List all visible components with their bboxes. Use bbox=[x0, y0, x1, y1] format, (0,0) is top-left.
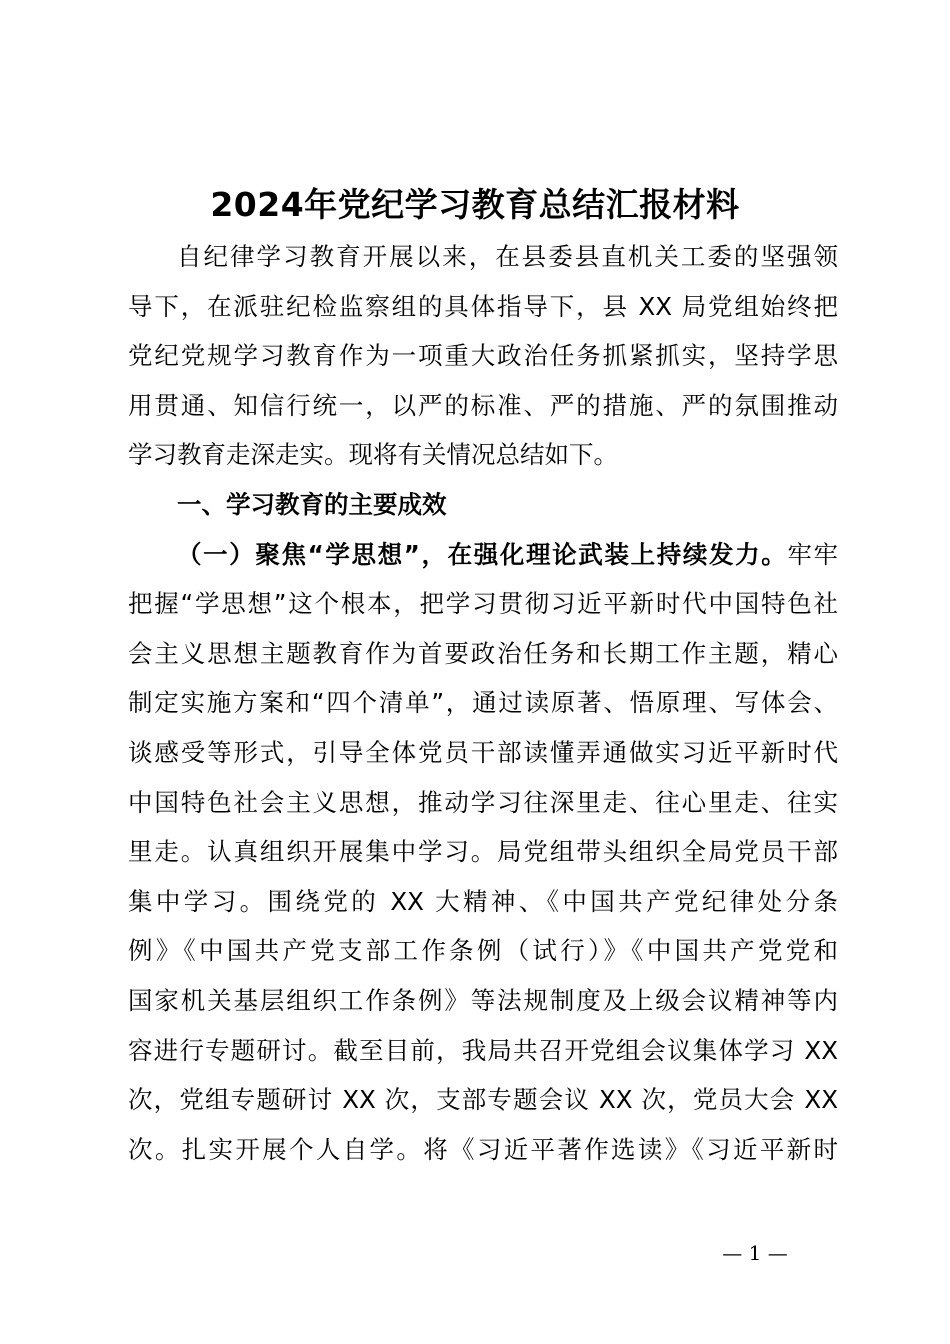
subsection-heading: （一）聚焦“学思想”，在强化理论武装上持续发力。 bbox=[177, 539, 788, 569]
paragraph-line: 制定实施方案和“四个清单”，通过读原著、悟原理、写体会、 bbox=[128, 688, 838, 718]
paragraph-line: 用贯通、知信行统一，以严的标准、严的措施、严的氛围推动 bbox=[128, 390, 838, 420]
paragraph-line: 次。扎实开展个人自学。将《习近平著作选读》《习近平新时 bbox=[128, 1134, 838, 1164]
document-body bbox=[128, 232, 838, 1174]
paragraph-line: 自纪律学习教育开展以来，在县委县直机关工委的坚强领 bbox=[177, 242, 838, 271]
paragraph-line: 把握“学思想”这个根本，把学习贯彻习近平新时代中国特色社 bbox=[128, 589, 838, 619]
paragraph-line: 国家机关基层组织工作条例》等法规制度及上级会议精神等内 bbox=[128, 985, 838, 1015]
paragraph-line: 里走。认真组织开展集中学习。局党组带头组织全局党员干部 bbox=[128, 837, 838, 867]
paragraph-line: 党纪党规学习教育作为一项重大政治任务抓紧抓实，坚持学思 bbox=[128, 341, 838, 371]
paragraph-text: 牢牢 bbox=[787, 539, 839, 569]
paragraph-line: 会主义思想主题教育作为首要政治任务和长期工作主题，精心 bbox=[128, 638, 838, 668]
subsection-heading-line bbox=[128, 530, 838, 580]
page-number: — 1 — bbox=[722, 1241, 788, 1265]
paragraph-line: 中国特色社会主义思想，推动学习往深里走、往心里走、往实 bbox=[128, 787, 838, 817]
paragraph-line: 容进行专题研讨。截至目前，我局共召开党组会议集体学习 XX bbox=[128, 1035, 838, 1065]
paragraph-line: 次，党组专题研讨 XX 次，支部专题会议 XX 次，党员大会 XX bbox=[128, 1085, 838, 1115]
document-title: 2024年党纪学习教育总结汇报材料 bbox=[210, 185, 740, 224]
paragraph-line: 导下，在派驻纪检监察组的具体指导下，县 XX 局党组始终把 bbox=[128, 291, 838, 321]
section-heading: 一、学习教育的主要成效 bbox=[177, 489, 447, 519]
paragraph-line: 例》《中国共产党支部工作条例（试行）》《中国共产党党和 bbox=[128, 936, 838, 966]
paragraph-line: 谈感受等形式，引导全体党员干部读懂弄通做实习近平新时代 bbox=[128, 737, 838, 767]
paragraph-line: 学习教育走深走实。现将有关情况总结如下。 bbox=[128, 440, 618, 470]
paragraph-line: 集中学习。围绕党的 XX 大精神、《中国共产党纪律处分条 bbox=[128, 886, 838, 916]
